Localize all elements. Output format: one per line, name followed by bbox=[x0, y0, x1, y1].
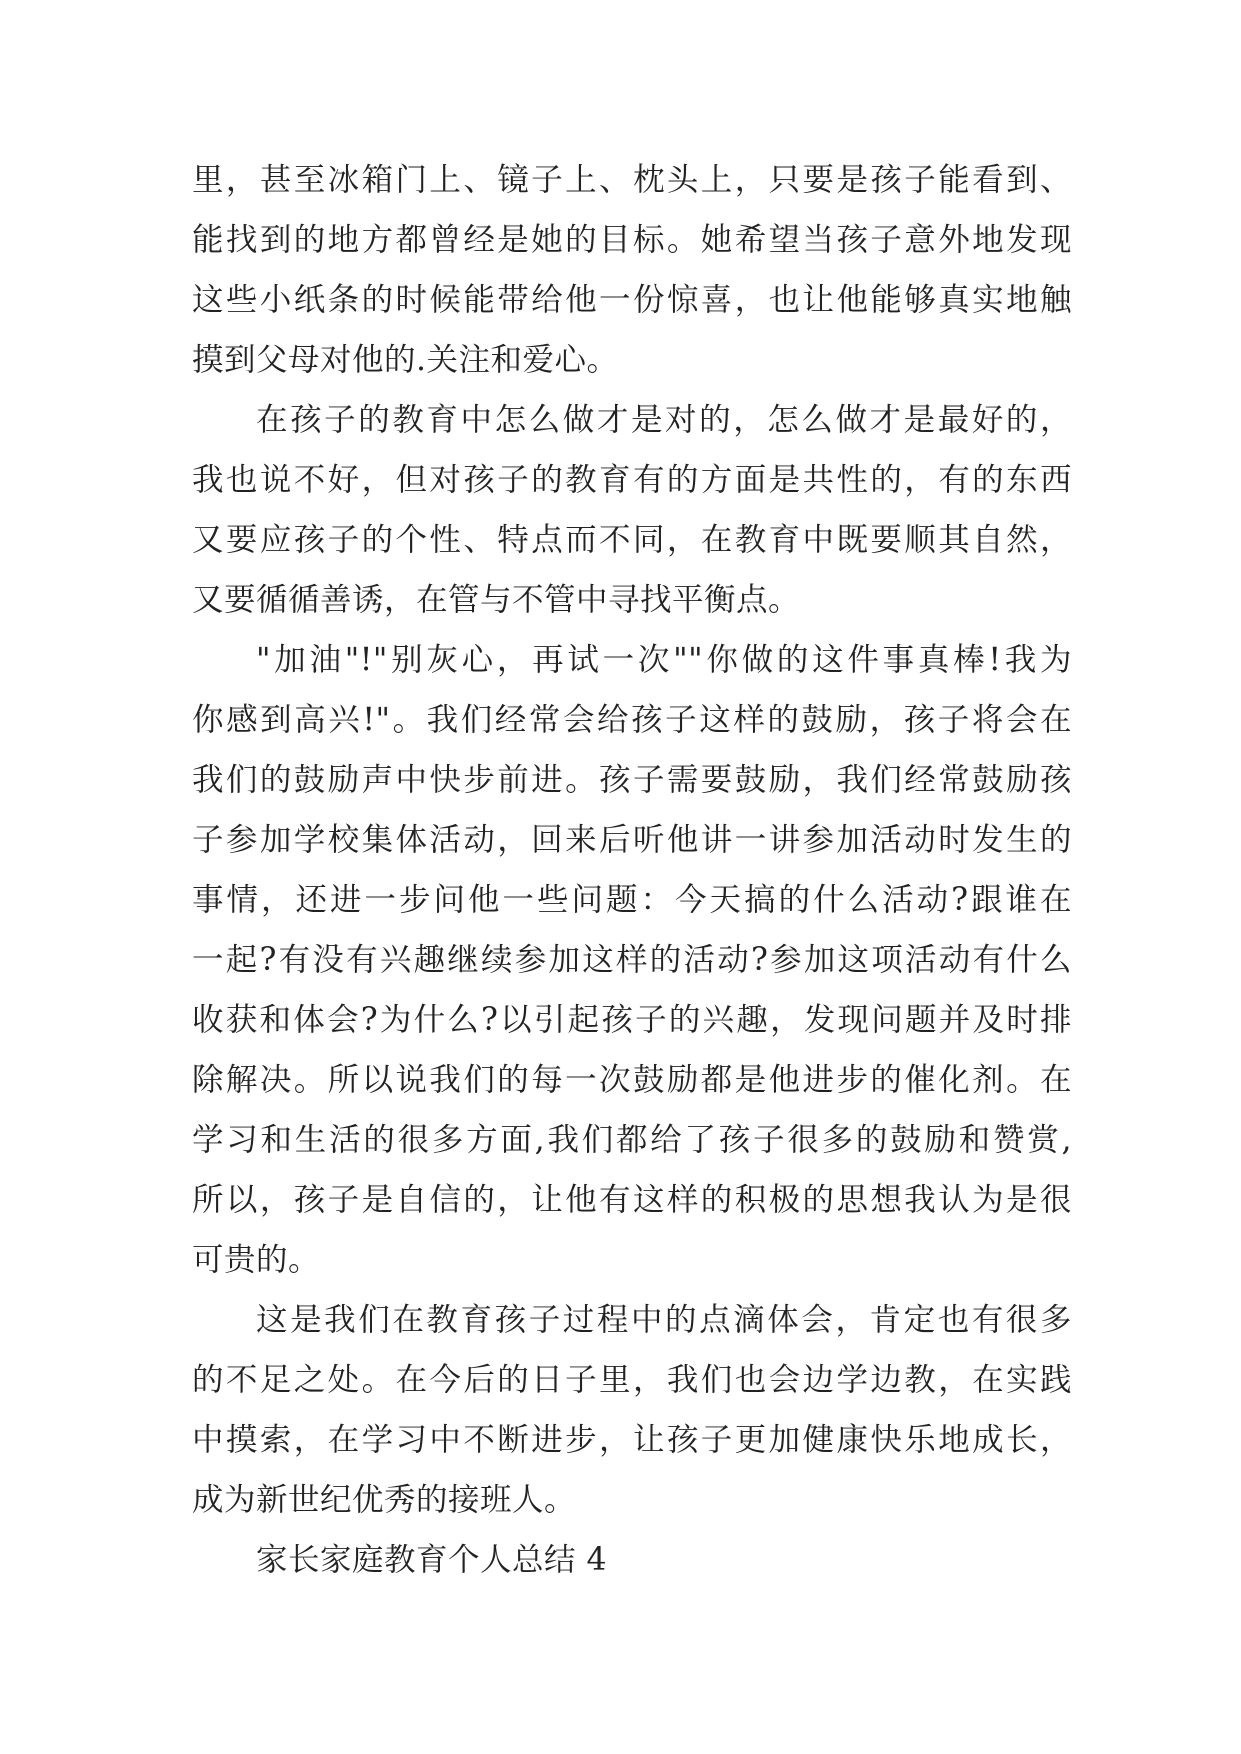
text-line: 的不足之处。在今后的日子里，我们也会边学边教，在实践 bbox=[192, 1362, 1072, 1398]
text-line: 一起?有没有兴趣继续参加这样的活动?参加这项活动有什么 bbox=[192, 942, 1072, 978]
text-line: 学习和生活的很多方面,我们都给了孩子很多的鼓励和赞赏, bbox=[192, 1122, 1072, 1158]
text-line: 子参加学校集体活动，回来后听他讲一讲参加活动时发生的 bbox=[192, 822, 1072, 858]
text-line: 所以，孩子是自信的，让他有这样的积极的思想我认为是很 bbox=[192, 1182, 1072, 1218]
text-line: 能找到的地方都曾经是她的目标。她希望当孩子意外地发现 bbox=[192, 222, 1072, 258]
text-line: 里，甚至冰箱门上、镜子上、枕头上，只要是孩子能看到、 bbox=[192, 162, 1072, 198]
text-line: 我也说不好，但对孩子的教育有的方面是共性的，有的东西 bbox=[192, 462, 1072, 498]
text-line: 在孩子的教育中怎么做才是对的，怎么做才是最好的， bbox=[256, 402, 1072, 438]
text-line: 事情，还进一步问他一些问题：今天搞的什么活动?跟谁在 bbox=[192, 882, 1072, 918]
text-line: 又要应孩子的个性、特点而不同，在教育中既要顺其自然， bbox=[192, 522, 1072, 558]
text-line: 收获和体会?为什么?以引起孩子的兴趣，发现问题并及时排 bbox=[192, 1002, 1072, 1038]
text-line: 你感到高兴!"。我们经常会给孩子这样的鼓励，孩子将会在 bbox=[192, 702, 1072, 738]
text-line: 我们的鼓励声中快步前进。孩子需要鼓励，我们经常鼓励孩 bbox=[192, 762, 1072, 798]
paragraph bbox=[192, 390, 1072, 630]
document-body bbox=[192, 150, 1072, 1590]
text-line: 这些小纸条的时候能带给他一份惊喜，也让他能够真实地触 bbox=[192, 282, 1072, 318]
text-line: 成为新世纪优秀的接班人。 bbox=[192, 1482, 577, 1518]
section-heading bbox=[192, 1530, 1072, 1590]
paragraph bbox=[192, 1290, 1072, 1530]
text-line: 摸到父母对他的.关注和爱心。 bbox=[192, 342, 619, 378]
text-line: 这是我们在教育孩子过程中的点滴体会，肯定也有很多 bbox=[256, 1302, 1072, 1338]
text-line: 又要循循善诱，在管与不管中寻找平衡点。 bbox=[192, 582, 801, 618]
text-line: 可贵的。 bbox=[192, 1242, 321, 1278]
text-line: "加油"!"别灰心，再试一次""你做的这件事真棒!我为 bbox=[256, 642, 1072, 678]
paragraph bbox=[192, 630, 1072, 1290]
text-line: 中摸索，在学习中不断进步，让孩子更加健康快乐地成长， bbox=[192, 1422, 1072, 1458]
text-line: 除解决。所以说我们的每一次鼓励都是他进步的催化剂。在 bbox=[192, 1062, 1072, 1098]
section-heading-text: 家长家庭教育个人总结 4 bbox=[256, 1542, 608, 1578]
paragraph bbox=[192, 150, 1072, 390]
